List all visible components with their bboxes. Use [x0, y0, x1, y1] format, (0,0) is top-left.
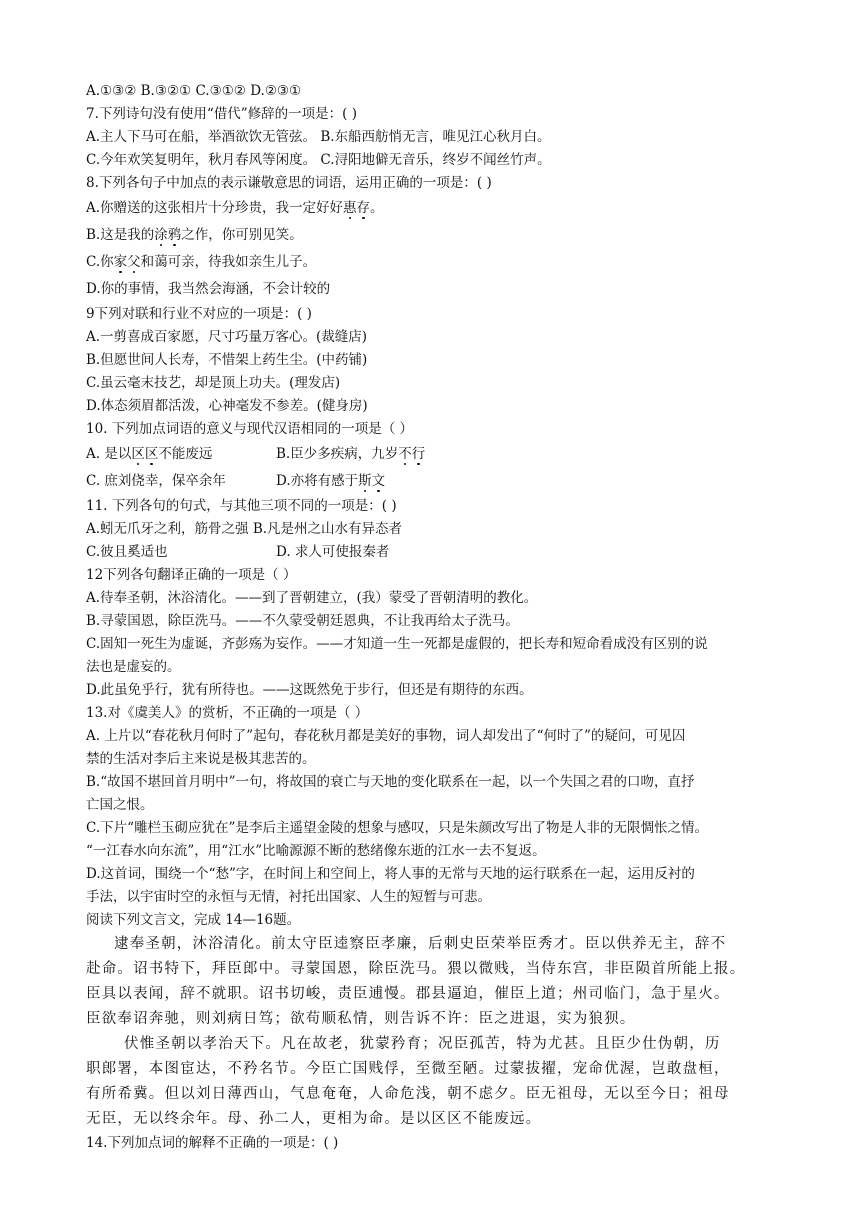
q8-option-d: D.你的事情，我当然会海涵，不会计较的	[86, 281, 331, 297]
q9-option-b: B.但愿世间人长寿，不惜架上药生尘。(中药铺)	[86, 352, 368, 368]
q10-option-b: B.臣少多疾病，九岁不行	[276, 446, 426, 462]
q7-options-ab: A.主人下马可在船，举酒欲饮无管弦。 B.东船西舫悄无言，唯见江心秋月白。	[86, 129, 551, 145]
q12-option-b: B.寻蒙国恩，除臣洗马。——不久蒙受朝廷恩典，不让我再给太子洗马。	[86, 613, 519, 629]
q12-option-c-cont: 法也是虚妄的。	[86, 659, 181, 675]
q13-option-a: A. 上片以“春花秋月何时了”起句，春花秋月都是美好的事物，词人却发出了“何时了”的疑问，可见囚	[86, 728, 686, 744]
q12-stem: 12下列各句翻译正确的一项是（ ）	[86, 567, 297, 583]
dotted-char: 父	[127, 254, 141, 270]
dotted-char: 涂	[154, 227, 168, 243]
q13-option-d: D.这首词，围绕一个“愁”字，在时间上和空间上，将人事的无常与天地的运行联系在一起，运用反衬的	[86, 866, 695, 882]
q12-option-d: D.此虽免乎行，犹有所待也。——这既然免于步行，但还是有期待的东西。	[86, 682, 533, 698]
q13-stem: 13.对《虞美人》的赏析，不正确的一项是（ ）	[86, 705, 369, 721]
q11-options-cd	[86, 541, 788, 564]
q13-option-b: B.“故国不堪回首月明中”一句，将故国的衰亡与天地的变化联系在一起，以一个失国之君的口吻，直抒	[86, 774, 695, 790]
q10-options-ab	[86, 441, 788, 468]
q10-option-d: D.亦将有感于斯文	[276, 473, 386, 489]
q13-option-b-cont: 亡国之恨。	[86, 797, 154, 813]
dotted-char: 文	[371, 473, 386, 489]
q11-stem: 11. 下列各句的句式，与其他三项不同的一项是：( )	[86, 498, 397, 514]
q10-stem: 10. 下列加点词语的意义与现代汉语相同的一项是（ ）	[86, 421, 414, 437]
q9-option-d: D.体态须眉都活泼，心神毫发不参差。(健身房)	[86, 398, 368, 414]
q11-options-ab: A.蚓无爪牙之利，筋骨之强 B.凡是州之山水有异态者	[86, 521, 403, 537]
q13-option-c: C.下片“雕栏玉砌应犹在”是李后主遥望金陵的想象与感叹，只是朱颜改写出了物是人非的无限惆怅之情。	[86, 820, 708, 836]
dotted-char: 行	[411, 446, 426, 462]
q8-option-c: C.你家父和蔼可亲，待我如亲生儿子。	[86, 254, 317, 270]
passage-line: 赴命。诏书特下，拜臣郎中。寻蒙国恩，除臣洗马。猥以微贱，当侍东宫，非臣陨首所能上报。	[86, 961, 746, 977]
dotted-char: 斯	[358, 473, 372, 489]
q9-option-a: A.一剪喜成百家愿，尺寸巧量万客心。(裁缝店)	[86, 329, 368, 345]
q11-option-d: D. 求人可使报秦者	[276, 544, 390, 560]
passage-line: 逮奉圣朝，沐浴清化。前太守臣逵察臣孝廉，后刺史臣荣举臣秀才。臣以供养无主，辞不	[114, 936, 727, 952]
dotted-char: 不	[398, 446, 412, 462]
passage-line: 有所希冀。但以刘日薄西山，气息奄奄，人命危浅，朝不虑夕。臣无祖母，无以至今日；祖母	[86, 1086, 730, 1102]
dotted-char: 鸦	[167, 227, 182, 243]
q6-options: A.①③② B.③②① C.③①② D.②③①	[86, 83, 302, 99]
dotted-char: 家	[113, 254, 128, 270]
q9-stem: 9下列对联和行业不对应的一项是：( )	[86, 306, 312, 322]
q8-option-b: B.这是我的涂鸦之作，你可别见笑。	[86, 227, 303, 243]
passage-line: 无臣，无以终余年。母、孙二人，更相为命。是以区区不能废远。	[86, 1111, 542, 1127]
q8-option-a: A.你赠送的这张相片十分珍贵，我一定好好惠存。	[86, 200, 384, 216]
q14-stem: 14.下列加点词的解释不正确的一项是：( )	[86, 1135, 339, 1151]
q8-stem: 8.下列各句子中加点的表示谦敬意思的词语，运用正确的一项是：( )	[86, 175, 492, 191]
q12-option-c: C.固知一死生为虚诞，齐彭殇为妄作。——才知道一生一死都是虚假的，把长寿和短命看成没有区别的说	[86, 636, 708, 652]
classical-passage	[86, 932, 788, 1132]
reading-instruction: 阅读下列文言文，完成 14—16题。	[86, 912, 301, 928]
q7-stem: 7.下列诗句没有使用“借代”修辞的一项是：( )	[86, 106, 358, 122]
dotted-char: 区	[131, 446, 145, 462]
q9-option-c: C.虽云毫末技艺，却是顶上功夫。(理发店)	[86, 375, 341, 391]
q10-options-cd	[86, 468, 788, 495]
passage-line: 臣欲奉诏奔驰，则刘病日笃；欲苟顺私情，则告诉不许：臣之进退，实为狼狈。	[86, 1011, 636, 1027]
dotted-char: 惠	[343, 200, 357, 216]
q11-option-c: C.彼且奚适也	[86, 544, 168, 560]
q7-options-cd: C.今年欢笑复明年，秋月春风等闲度。 C.浔阳地僻无音乐，终岁不闻丝竹声。	[86, 152, 551, 168]
q13-option-d-cont: 手法，以宇宙时空的永恒与无情，衬托出国家、人生的短暂与可悲。	[86, 889, 491, 905]
q10-option-a: A. 是以区区不能废远	[86, 446, 213, 462]
q10-option-c: C. 庶刘侥幸，保卒余年	[86, 473, 226, 489]
dotted-char: 存	[356, 200, 371, 216]
q13-option-a-cont: 禁的生活对李后主来说是极其悲苦的。	[86, 751, 316, 767]
passage-line: 职郎署，本图宦达，不矜名节。今臣亡国贱俘，至微至陋。过蒙拔擢，宠命优渥，岂敢盘桓，	[86, 1061, 730, 1077]
q13-option-c-cont: “一江春水向东流”，用“江水”比喻源源不断的愁绪像东逝的江水一去不复返。	[86, 843, 546, 859]
dotted-char: 区	[144, 446, 159, 462]
passage-line: 伏惟圣朝以孝治天下。凡在故老，犹蒙矜育；况臣孤苦，特为尤甚。且臣少仕伪朝，历	[124, 1036, 721, 1052]
q12-option-a: A.待奉圣朝，沐浴清化。——到了晋朝建立，(我）蒙受了晋朝清明的教化。	[86, 590, 538, 606]
passage-line: 臣具以表闻，辞不就职。诏书切峻，责臣逋慢。郡县逼迫，催臣上道；州司临门，急于星火。	[86, 986, 730, 1002]
